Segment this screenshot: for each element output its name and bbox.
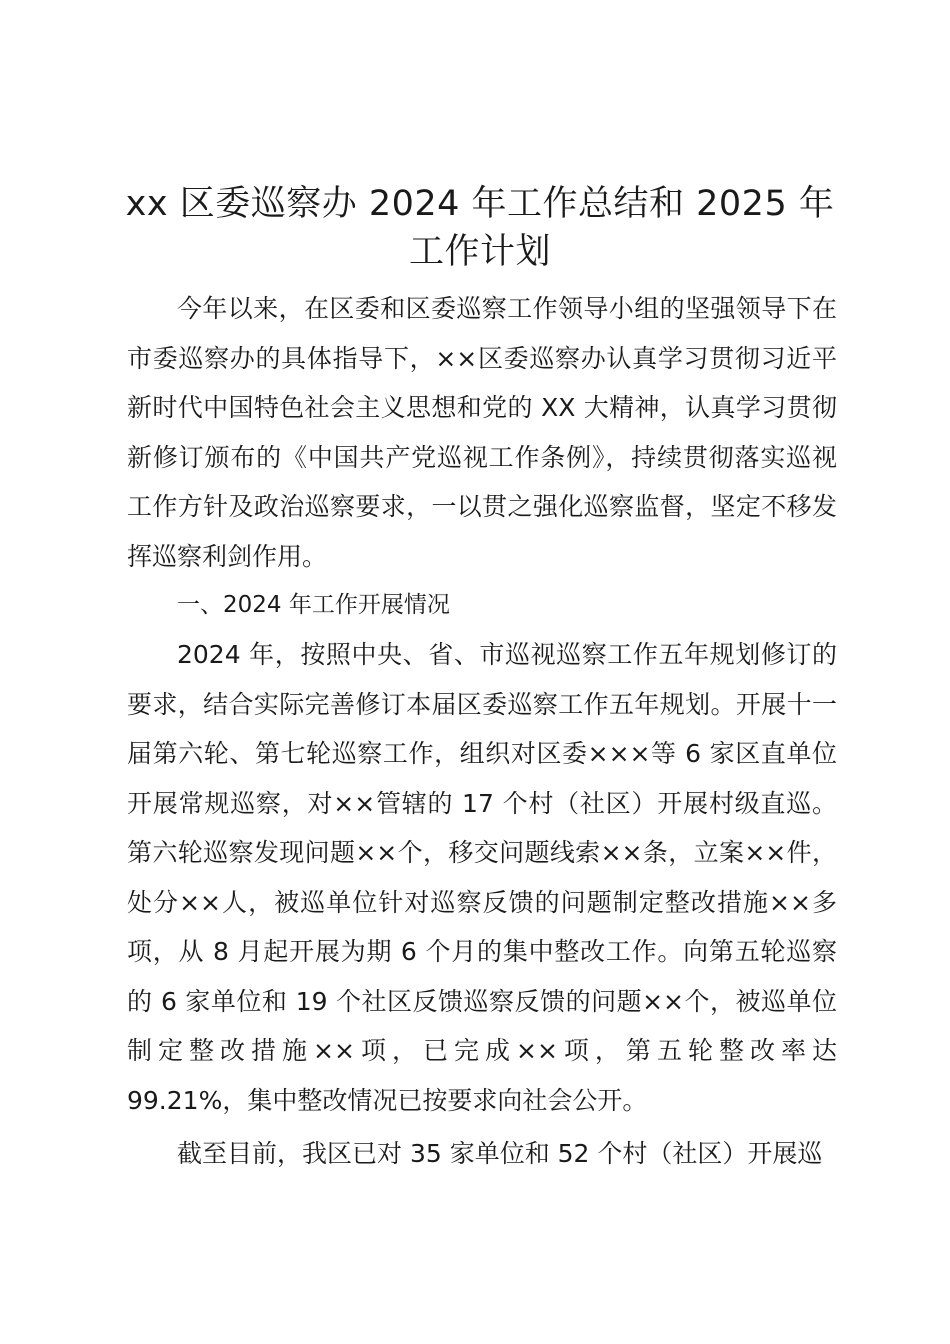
body-paragraph-2024: 2024 年，按照中央、省、市巡视巡察工作五年规划修订的要求，结合实际完善修订本届区委巡察工作五年规划。开展十一届第六轮、第七轮巡察工作，组织对区委×××等 6 家区直单位开展常规巡察，对××管辖的 17 个村（社区）开展村级直巡。第六轮巡察发现问题××个，移交问题线索××条，立案××件，处分××人，被巡单位针对巡察反馈的问题制定整改措施××多项，从 8 月起开展为期 6 个月的集中整改工作。向第五轮巡察的 6 家单位和 19 个社区反馈巡察反馈的问题××个，被巡单位制定整改措施××项，已完成××项，第五轮整改率达 99.21%，集中整改情况已按要求向社会公开。 bbox=[127, 640, 837, 1115]
document-title bbox=[110, 180, 850, 276]
title-line-1: xx 区委巡察办 2024 年工作总结和 2025 年 bbox=[125, 184, 835, 224]
body-paragraph-summary: 截至目前，我区已对 35 家单位和 52 个村（社区）开展巡 bbox=[177, 1139, 823, 1168]
section-heading: 一、2024 年工作开展情况 bbox=[177, 592, 450, 618]
intro-paragraph: 今年以来，在区委和区委巡察工作领导小组的坚强领导下在市委巡察办的具体指导下，××区委巡察办认真学习贯彻习近平新时代中国特色社会主义思想和党的 XX 大精神，认真学习贯彻新修订颁布的《中国共产党巡视工作条例》，持续贯彻落实巡视工作方针及政治巡察要求，一以贯之强化巡察监督，坚定不移发挥巡察利剑作用。 bbox=[127, 294, 837, 571]
title-line-2: 工作计划 bbox=[408, 232, 551, 272]
